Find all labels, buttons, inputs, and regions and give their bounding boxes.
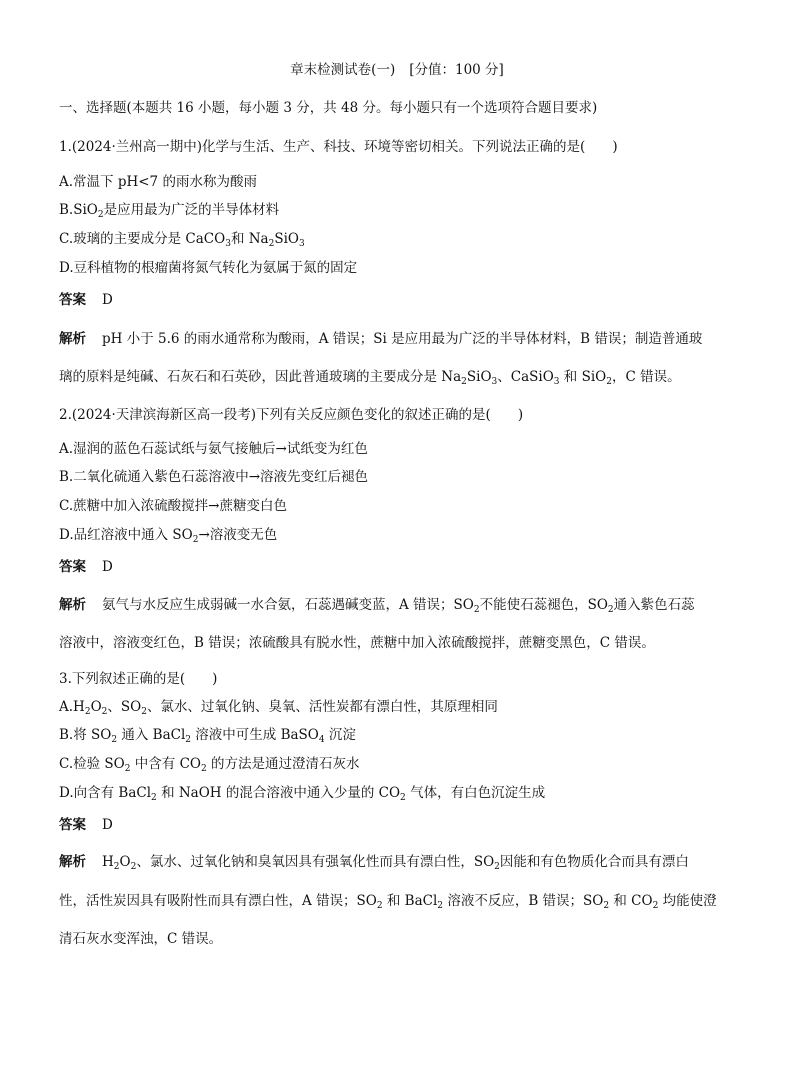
q3-option-a: $A.H_2O_2$、$SO_2$、氯水、过氧化钠、臭氧、活性炭都有漂白性，其原理相同	[59, 699, 498, 717]
q2-option-b: B.二氧化硫通入紫色石蕊溶液中→溶液先变红后褪色	[59, 469, 369, 485]
q1-analysis-line-2: 璃的原料是纯碱、石灰石和石英砂，因此普通玻璃的主要成分是 $Na_2SiO_3$、CaSiO$_3$ 和 SiO$_2$，C 错误。	[59, 369, 681, 387]
q3-analysis-line-3: 清石灰水变浑浊，C 错误。	[59, 931, 223, 947]
q2-option-c: C.蔗糖中加入浓硫酸搅拌→蔗糖变白色	[59, 498, 287, 514]
q1-analysis-line-1: 解析 pH 小于 5.6 的雨水通常称为酸雨，A 错误；Si 是应用最为广泛的半导体材料，B 错误；制造普通玻	[59, 331, 703, 347]
q1-answer: 答案 D	[59, 292, 113, 308]
q2-stem: 2.(2024·天津滨海新区高一段考)下列有关反应颜色变化的叙述正确的是( )	[59, 407, 524, 423]
exam-title: 章末检测试卷(一)	[290, 62, 396, 78]
q3-analysis-line-1: 解析 $H_2O_2$、氯水、过氧化钠和臭氧因具有强氧化性而具有漂白性，$SO_2$因能和有色物质化合而具有漂白	[59, 854, 689, 872]
q2-option-a: A.湿润的蓝色石蕊试纸与氨气接触后→试纸变为红色	[59, 441, 368, 457]
q3-stem: 3.下列叙述正确的是( )	[59, 671, 218, 687]
section-heading: 一、选择题(本题共 16 小题，每小题 3 分，共 48 分。每小题只有一个选项符合题目要求)	[59, 100, 598, 116]
q1-stem: 1.(2024·兰州高一期中)化学与生活、生产、科技、环境等密切相关。下列说法正确的是( )	[59, 139, 618, 155]
q1-option-c: C.玻璃的主要成分是 CaCO$_3$和 $Na_2SiO_3$	[59, 231, 305, 249]
q1-option-a: A.常温下 pH<7 的雨水称为酸雨	[59, 174, 257, 190]
q2-analysis-line-2: 溶液中，溶液变红色，B 错误；浓硫酸具有脱水性，蔗糖中加入浓硫酸搅拌，蔗糖变黑色，C 错误。	[59, 635, 655, 651]
page-title	[0, 61, 794, 79]
q3-option-d: D.向含有 BaCl$_2$ 和 NaOH 的混合溶液中通入少量的 $CO_2$ 气体，有白色沉淀生成	[59, 785, 546, 803]
q3-analysis-line-2: 性，活性炭因具有吸附性而具有漂白性，A 错误；$SO_2$ 和 BaCl$_2$ 溶液不反应，B 错误；$SO_2$ 和 $CO_2$ 均能使澄	[59, 893, 717, 911]
q1-option-d: D.豆科植物的根瘤菌将氮气转化为氨属于氮的固定	[59, 260, 358, 276]
q3-option-c: C.检验 $SO_2$ 中含有 $CO_2$ 的方法是通过澄清石灰水	[59, 756, 360, 774]
q3-answer: 答案 D	[59, 817, 113, 833]
q2-analysis-line-1: 解析 氨气与水反应生成弱碱一水合氨，石蕊遇碱变蓝，A 错误；$SO_2$不能使石蕊褪色，$SO_2$通入紫色石蕊	[59, 597, 695, 615]
score-label: [分值：100 分]	[409, 62, 504, 78]
q2-option-d: D.品红溶液中通入 $SO_2\to$溶液变无色	[59, 527, 278, 545]
q1-option-b: B.SiO$_2$是应用最为广泛的半导体材料	[59, 202, 280, 220]
q3-option-b: B.将 $SO_2$ 通入 BaCl$_2$ 溶液中可生成 BaSO$_4$ 沉淀	[59, 727, 356, 745]
q2-answer: 答案 D	[59, 559, 113, 575]
